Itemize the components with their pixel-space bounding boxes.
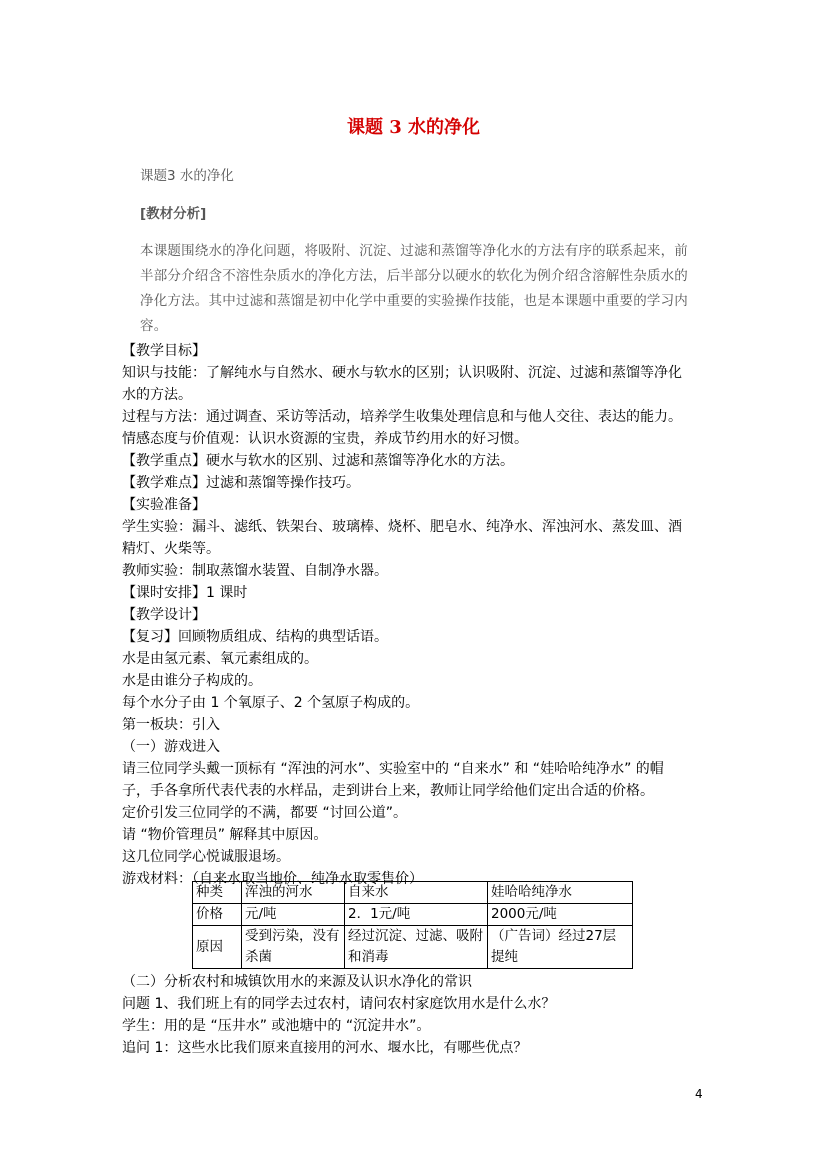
table-cell: 2．1元/吨 — [345, 904, 488, 926]
text-line: 问题 1、我们班上有的同学去过农村，请问农村家庭饮用水是什么水？ — [122, 996, 556, 1012]
text-line: 过程与方法：通过调查、采访等活动，培养学生收集处理信息和与他人交往、表达的能力。 — [122, 409, 682, 425]
scan-line: 净化方法。其中过滤和蒸馏是初中化学中重要的实验操作技能，也是本课题中重要的学习内 — [140, 293, 688, 309]
text-line: 游戏材料：（自来水取当地价、纯净水取零售价） — [122, 871, 423, 887]
body-text-continued — [122, 971, 712, 1059]
table-row — [193, 904, 633, 926]
scan-subtitle: 课题3 水的净化 — [140, 168, 234, 184]
text-line: 【教学目标】 — [122, 343, 206, 359]
text-line: 知识与技能：了解纯水与自然水、硬水与软水的区别；认识吸附、沉淀、过滤和蒸馏等净化 — [122, 365, 682, 381]
scan-line: 半部分介绍含不溶性杂质水的净化方法，后半部分以硬水的软化为例介绍含溶解性杂质水的 — [140, 268, 688, 284]
text-line: 【教学重点】硬水与软水的区别、过滤和蒸馏等净化水的方法。 — [122, 453, 514, 469]
text-line: 水是由谁分子构成的。 — [122, 673, 262, 689]
text-line: 追问 1：这些水比我们原来直接用的河水、堰水比，有哪些优点？ — [122, 1040, 528, 1056]
text-line: 请 “物价管理员” 解释其中原因。 — [122, 827, 328, 843]
text-line: 这几位同学心悦诚服退场。 — [122, 849, 290, 865]
scan-paragraph — [140, 239, 688, 339]
table-cell: 浑浊的河水 — [242, 882, 345, 904]
table-cell: 种类 — [193, 882, 242, 904]
text-line: 情感态度与价值观：认识水资源的宝贵，养成节约用水的好习惯。 — [122, 431, 528, 447]
text-line: 精灯、火柴等。 — [122, 541, 220, 557]
scan-line: 容。 — [140, 318, 168, 334]
table-row — [193, 926, 633, 969]
text-line: 水是由氢元素、氧元素组成的。 — [122, 651, 318, 667]
table-cell: 受到污染，没有杀菌 — [242, 926, 345, 969]
scan-section-heading: [教材分析] — [140, 206, 207, 222]
text-line: 【教学难点】过滤和蒸馏等操作技巧。 — [122, 475, 360, 491]
text-line: 【实验准备】 — [122, 497, 206, 513]
scanned-excerpt — [140, 162, 700, 332]
table-row — [193, 882, 633, 904]
price-table — [192, 881, 633, 969]
table-cell: 经过沉淀、过滤、吸附和消毒 — [345, 926, 488, 969]
text-line: 子，手各拿所代表代表的水样品，走到讲台上来，教师让同学给他们定出合适的价格。 — [122, 783, 654, 799]
text-line: 请三位同学头戴一顶标有 “浑浊的河水”、实验室中的 “自来水” 和 “娃哈哈纯净水” 的帽 — [122, 761, 664, 777]
text-line: （一）游戏进入 — [122, 739, 220, 755]
text-line: 第一板块：引入 — [122, 717, 220, 733]
text-line: 学生实验：漏斗、滤纸、铁架台、玻璃棒、烧杯、肥皂水、纯净水、浑浊河水、蒸发皿、酒 — [122, 519, 682, 535]
table-cell: 原因 — [193, 926, 242, 969]
table-cell: 2000元/吨 — [488, 904, 633, 926]
table-cell: （广告词）经过27层提纯 — [488, 926, 633, 969]
text-line: 每个水分子由 1 个氧原子、2 个氢原子构成的。 — [122, 695, 420, 711]
text-line: 【复习】回顾物质组成、结构的典型话语。 — [122, 629, 388, 645]
page-number: 4 — [695, 1087, 703, 1101]
body-text — [122, 340, 712, 890]
table-cell: 元/吨 — [242, 904, 345, 926]
table-cell: 价格 — [193, 904, 242, 926]
text-line: 【教学设计】 — [122, 607, 206, 623]
document-title: 课题 3 水的净化 — [346, 117, 481, 138]
text-line: 学生：用的是 “压井水” 或池塘中的 “沉淀井水”。 — [122, 1018, 431, 1034]
table-cell: 娃哈哈纯净水 — [488, 882, 633, 904]
text-line: （二）分析农村和城镇饮用水的来源及认识水净化的常识 — [122, 974, 472, 990]
text-line: 【课时安排】1 课时 — [122, 585, 248, 601]
text-line: 水的方法。 — [122, 387, 192, 403]
scan-line: 本课题围绕水的净化问题，将吸附、沉淀、过滤和蒸馏等净化水的方法有序的联系起来，前 — [140, 243, 688, 259]
table-cell: 自来水 — [345, 882, 488, 904]
text-line: 教师实验：制取蒸馏水装置、自制净水器。 — [122, 563, 388, 579]
text-line: 定价引发三位同学的不满，都要 “讨回公道”。 — [122, 805, 407, 821]
